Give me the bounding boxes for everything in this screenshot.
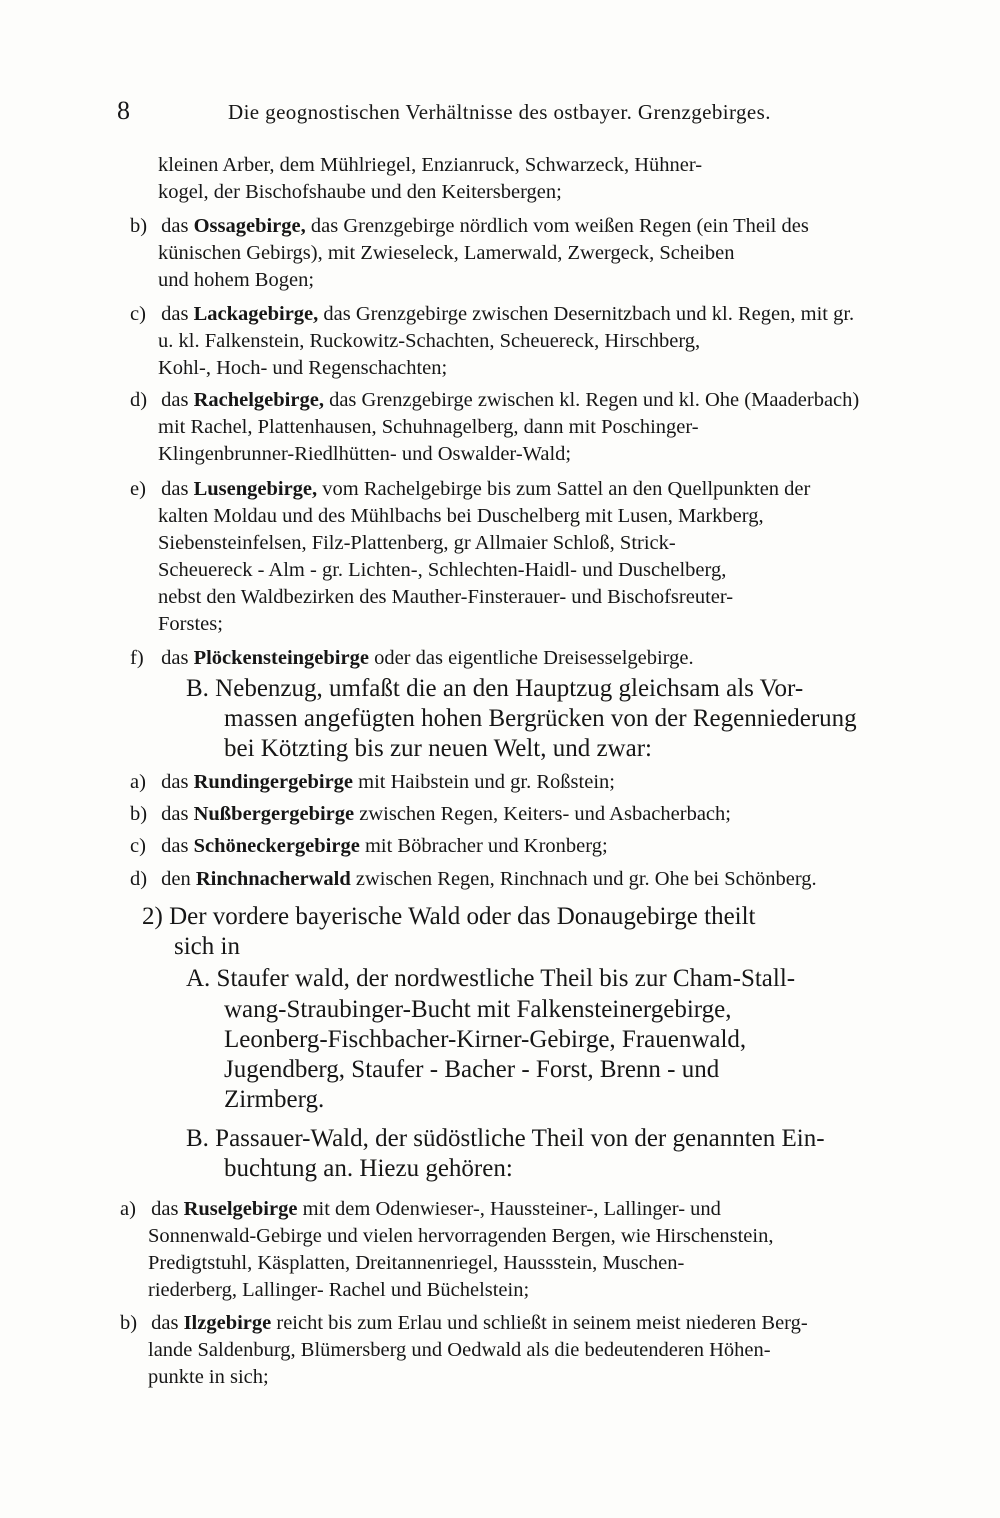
item-text: mit Haibstein und gr. Roßstein; <box>358 771 615 793</box>
text-line: bei Kötzting bis zur neuen Welt, und zwar: <box>224 735 652 762</box>
item-text: das Grenzgebirge nördlich vom weißen Regen (ein Theil des <box>310 215 809 237</box>
list-item-head <box>130 301 854 327</box>
item-article: das <box>161 647 189 669</box>
item-text: das Grenzgebirge zwischen kl. Regen und kl. Ohe (Maaderbach) <box>329 389 860 411</box>
list-item-head <box>130 213 809 239</box>
text-line: kalten Moldau und des Mühlbachs bei Duschelberg mit Lusen, Markberg, <box>158 505 764 527</box>
item-text: vom Rachelgebirge bis zum Sattel an den Quellpunkten der <box>322 478 811 500</box>
list-item-head <box>130 769 615 795</box>
item-label: c) <box>130 303 146 325</box>
list-item-head <box>120 1196 721 1222</box>
item-name: Ilzgebirge <box>183 1312 272 1334</box>
list-item-head <box>130 387 859 413</box>
item-name: Rinchnacherwald <box>195 868 351 890</box>
item-text: reicht bis zum Erlau und schließt in seinem meist niederen Berg- <box>276 1312 808 1334</box>
text-line: wang-Straubinger-Bucht mit Falkensteinergebirge, <box>224 996 732 1023</box>
item-article: das <box>161 478 189 500</box>
subsection-heading: B. Nebenzug, umfaßt die an den Hauptzug gleichsam als Vor- <box>186 675 804 702</box>
text-line: künischen Gebirgs), mit Zwieseleck, Lamerwald, Zwergeck, Scheiben <box>158 242 735 264</box>
text-line: nebst den Waldbezirken des Mauther-Finsterauer- und Bischofsreuter- <box>158 586 734 608</box>
item-name: Lusengebirge, <box>193 478 318 500</box>
list-item-head <box>130 866 817 892</box>
item-name: Rundingergebirge <box>193 771 354 793</box>
text-line: kleinen Arber, dem Mühlriegel, Enzianruck, Schwarzeck, Hühner- <box>158 154 703 176</box>
item-label: e) <box>130 478 146 500</box>
item-text: das Grenzgebirge zwischen Desernitzbach und kl. Regen, mit gr. <box>323 303 855 325</box>
section-heading: 2) Der vordere bayerische Wald oder das Donaugebirge theilt <box>142 903 756 930</box>
list-item-head <box>120 1310 808 1336</box>
text-line: Scheuereck - Alm - gr. Lichten-, Schlechten-Haidl- und Duschelberg, <box>158 559 727 581</box>
item-text: mit Böbracher und Kronberg; <box>364 835 608 857</box>
text-line: Kohl-, Hoch- und Regenschachten; <box>158 357 448 379</box>
item-text: oder das eigentliche Dreisesselgebirge. <box>374 647 694 669</box>
item-label: a) <box>130 771 146 793</box>
item-label: d) <box>130 389 148 411</box>
running-title: Die geognostischen Verhältnisse des ostbayer. Grenzgebirges. <box>228 100 771 124</box>
item-name: Rachelgebirge, <box>193 389 324 411</box>
item-name: Nußbergergebirge <box>193 803 355 825</box>
item-label: b) <box>130 215 148 237</box>
text-line: riederberg, Lallinger- Rachel und Büchelstein; <box>148 1279 530 1301</box>
item-label: b) <box>130 803 148 825</box>
item-article: den <box>161 868 191 890</box>
page-number: 8 <box>117 96 130 125</box>
text-line: Zirmberg. <box>224 1086 325 1113</box>
text-line: Klingenbrunner-Riedlhütten- und Oswalder-Wald; <box>158 443 572 465</box>
text-line: Leonberg-Fischbacher-Kirner-Gebirge, Frauenwald, <box>224 1026 747 1053</box>
item-article: das <box>151 1198 179 1220</box>
text-line: lande Saldenburg, Blümersberg und Oedwald als die bedeutenderen Höhen- <box>148 1339 771 1361</box>
item-name: Lackagebirge, <box>193 303 319 325</box>
item-label: c) <box>130 835 146 857</box>
list-item-head <box>130 645 694 671</box>
text-line: massen angefügten hohen Bergrücken von der Regenniederung <box>224 705 857 732</box>
list-item-head <box>130 833 608 859</box>
text-line: mit Rachel, Plattenhausen, Schuhnagelberg, dann mit Poschinger- <box>158 416 699 438</box>
list-item-head <box>130 476 810 502</box>
list-item-head <box>130 801 731 827</box>
item-text: zwischen Regen, Rinchnach und gr. Ohe bei Schönberg. <box>355 868 817 890</box>
item-name: Plöckensteingebirge <box>193 647 369 669</box>
item-article: das <box>161 303 189 325</box>
item-name: Ruselgebirge <box>183 1198 298 1220</box>
item-text: zwischen Regen, Keiters- und Asbacherbach; <box>359 803 731 825</box>
text-line: u. kl. Falkenstein, Ruckowitz-Schachten, Scheuereck, Hirschberg, <box>158 330 701 352</box>
text-line: punkte in sich; <box>148 1366 269 1388</box>
item-label: f) <box>130 647 144 669</box>
item-article: das <box>151 1312 179 1334</box>
subsection-heading: A. Staufer wald, der nordwestliche Theil bis zur Cham-Stall- <box>186 965 796 992</box>
item-name: Ossagebirge, <box>193 215 306 237</box>
text-line: Siebensteinfelsen, Filz-Plattenberg, gr Allmaier Schloß, Strick- <box>158 532 676 554</box>
text-line: Predigtstuhl, Käsplatten, Dreitannenriegel, Haussstein, Muschen- <box>148 1252 685 1274</box>
subsection-heading: B. Passauer-Wald, der südöstliche Theil von der genannten Ein- <box>186 1125 825 1152</box>
item-name: Schöneckergebirge <box>193 835 360 857</box>
item-label: d) <box>130 868 148 890</box>
text-line: und hohem Bogen; <box>158 269 315 291</box>
item-label: a) <box>120 1198 136 1220</box>
page-header <box>0 92 1000 132</box>
item-label: b) <box>120 1312 138 1334</box>
item-text: mit dem Odenwieser-, Haussteiner-, Lallinger- und <box>302 1198 721 1220</box>
text-line: Jugendberg, Staufer - Bacher - Forst, Brenn - und <box>224 1056 720 1083</box>
item-article: das <box>161 803 189 825</box>
text-line: kogel, der Bischofshaube und den Keitersbergen; <box>158 181 562 203</box>
text-line: sich in <box>174 933 240 960</box>
text-line: Forstes; <box>158 613 223 635</box>
item-article: das <box>161 771 189 793</box>
item-article: das <box>161 389 189 411</box>
text-line: buchtung an. Hiezu gehören: <box>224 1155 513 1182</box>
item-article: das <box>161 835 189 857</box>
text-line: Sonnenwald-Gebirge und vielen hervorragenden Bergen, wie Hirschenstein, <box>148 1225 774 1247</box>
item-article: das <box>161 215 189 237</box>
